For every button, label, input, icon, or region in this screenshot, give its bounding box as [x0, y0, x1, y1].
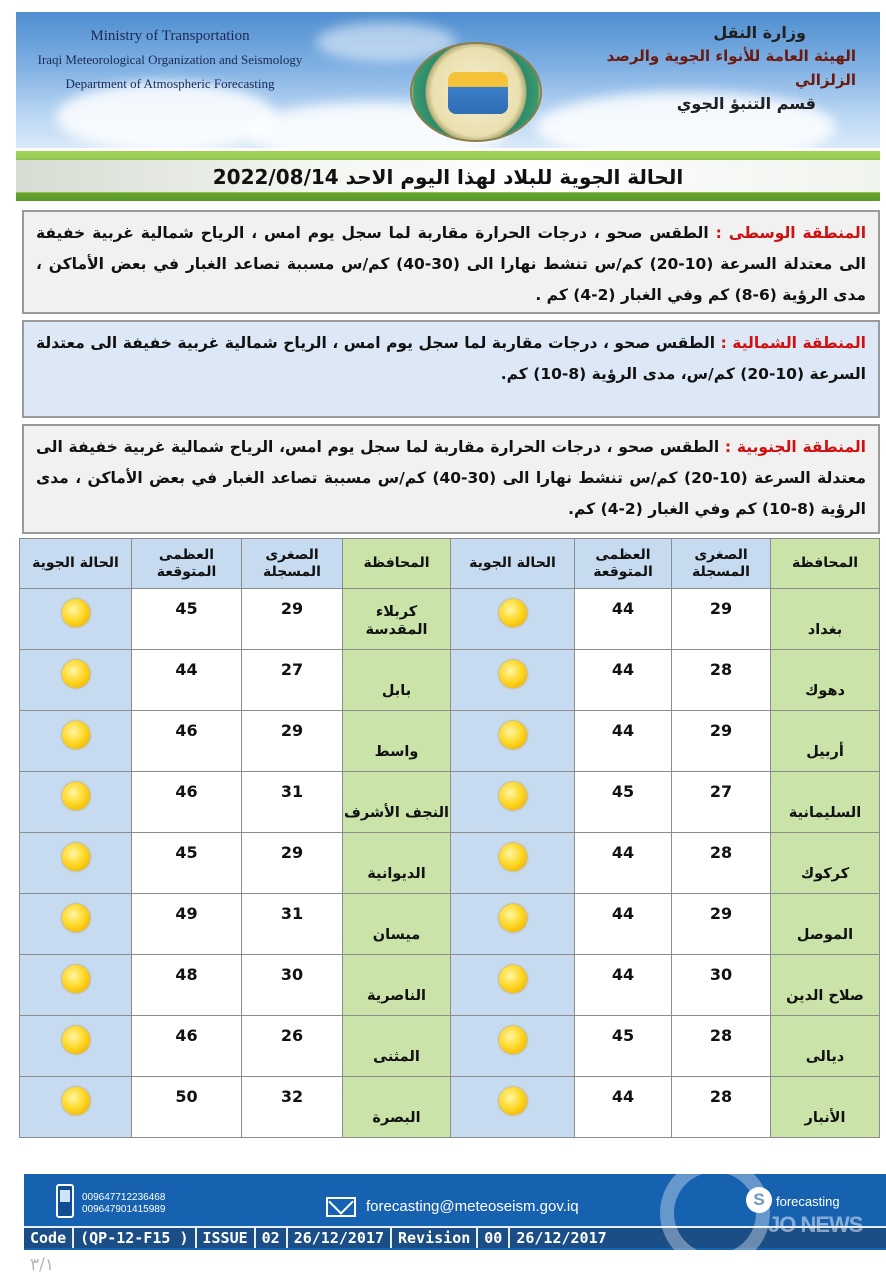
sun-icon: [499, 965, 527, 993]
issue-date: 26/12/2017: [288, 1228, 392, 1248]
min-temp-cell: 32: [242, 1077, 343, 1138]
min-temp-cell: 30: [242, 955, 343, 1016]
region-label: المنطقة الشمالية :: [720, 334, 866, 352]
sun-icon: [499, 1087, 527, 1115]
sun-icon: [62, 721, 90, 749]
title-bar: [16, 151, 880, 201]
min-temp-cell: 29: [672, 711, 771, 772]
max-temp-cell: 45: [132, 833, 242, 894]
table-row: [20, 711, 880, 772]
revision-date: 26/12/2017: [516, 1229, 607, 1247]
min-temp-cell: 28: [672, 833, 771, 894]
region-central: [22, 210, 880, 314]
revision-label: Revision: [392, 1228, 478, 1248]
header-governorate: المحافظة: [343, 539, 451, 589]
governorate-cell: النجف الأشرف: [343, 772, 451, 833]
weather-state-cell: [20, 1077, 132, 1138]
header-min-temp: الصغرى المسجلة: [242, 539, 343, 589]
organization-name-ar: الهيئة العامة للأنواء الجوية والرصد الزلزالي: [606, 47, 856, 89]
weather-state-cell: [451, 772, 575, 833]
region-text: الطقس صحو ، درجات مقاربة لما سجل يوم امس ، الرياح شمالية غربية خفيفة الى معتدلة السرعة (10-20) كم/س، مدى الرؤية (8-10) كم.: [36, 334, 866, 383]
governorate-cell: المثنى: [343, 1016, 451, 1077]
logo-emblem-icon: [448, 72, 508, 114]
header-weather-state: الحالة الجوية: [20, 539, 132, 589]
table-header-row: [20, 539, 880, 589]
min-temp-cell: 28: [672, 1016, 771, 1077]
min-temp-cell: 30: [672, 955, 771, 1016]
max-temp-cell: 45: [575, 1016, 672, 1077]
sun-icon: [499, 904, 527, 932]
table-row: [20, 1016, 880, 1077]
region-label: المنطقة الوسطى :: [715, 224, 867, 242]
governorate-cell: دهوك: [771, 650, 880, 711]
governorate-cell: واسط: [343, 711, 451, 772]
weather-state-cell: [20, 711, 132, 772]
sun-icon: [62, 904, 90, 932]
table-row: [20, 589, 880, 650]
code-label: Code: [24, 1228, 74, 1248]
weather-state-cell: [451, 650, 575, 711]
weather-state-cell: [451, 1016, 575, 1077]
weather-state-cell: [20, 894, 132, 955]
weather-state-cell: [451, 1077, 575, 1138]
weather-state-cell: [20, 589, 132, 650]
max-temp-cell: 44: [575, 650, 672, 711]
organization-name-en: Iraqi Meteorological Organization and Seismology: [37, 52, 303, 67]
ministry-name-en: Ministry of Transportation: [90, 28, 250, 44]
governorate-cell: السليمانية: [771, 772, 880, 833]
table-row: [20, 894, 880, 955]
table-row: [20, 1077, 880, 1138]
max-temp-cell: 44: [575, 833, 672, 894]
revision-value: 00: [478, 1228, 510, 1248]
max-temp-cell: 44: [575, 955, 672, 1016]
max-temp-cell: 46: [132, 1016, 242, 1077]
weather-state-cell: [451, 833, 575, 894]
max-temp-cell: 45: [132, 589, 242, 650]
arabic-letterhead: [556, 22, 856, 116]
governorate-cell: الديوانية: [343, 833, 451, 894]
code-value: (QP-12-F15 ): [74, 1228, 196, 1248]
table-row: [20, 650, 880, 711]
governorate-cell: كركوك: [771, 833, 880, 894]
sun-icon: [62, 1087, 90, 1115]
header-governorate: المحافظة: [771, 539, 880, 589]
min-temp-cell: 28: [672, 1077, 771, 1138]
max-temp-cell: 50: [132, 1077, 242, 1138]
sun-icon: [62, 843, 90, 871]
max-temp-cell: 46: [132, 772, 242, 833]
weather-state-cell: [451, 711, 575, 772]
sun-icon: [62, 599, 90, 627]
phone-icon: [56, 1184, 74, 1218]
min-temp-cell: 31: [242, 772, 343, 833]
header-max-temp: العظمى المتوقعة: [575, 539, 672, 589]
sun-icon: [499, 1026, 527, 1054]
governorate-cell: بابل: [343, 650, 451, 711]
weather-state-cell: [451, 894, 575, 955]
region-south: [22, 424, 880, 534]
max-temp-cell: 49: [132, 894, 242, 955]
governorate-cell: أربيل: [771, 711, 880, 772]
english-letterhead: [20, 24, 320, 96]
weather-state-cell: [20, 772, 132, 833]
governorate-cell: الموصل: [771, 894, 880, 955]
governorate-cell: كربلاء المقدسة: [343, 589, 451, 650]
issue-label: ISSUE: [197, 1228, 256, 1248]
forecast-table: [19, 538, 880, 1138]
sun-icon: [62, 660, 90, 688]
min-temp-cell: 29: [242, 711, 343, 772]
governorate-cell: البصرة: [343, 1077, 451, 1138]
watermark-text: JO NEWS: [768, 1212, 863, 1237]
sun-icon: [499, 599, 527, 627]
phone-numbers: [82, 1192, 165, 1216]
governorate-cell: ميسان: [343, 894, 451, 955]
table-row: [20, 772, 880, 833]
region-text: الطقس صحو ، درجات الحرارة مقاربة لما سجل يوم امس ، الرياح شمالية غربية خفيفة الى معتدلة السرعة (10-20) كم/س تنشط نهارا الى (30-40) كم/س مسببة تصاعد الغبار في بعض الأماكن ، مدى الرؤية (6-8) كم وفي الغبار (2-4) كم .: [36, 224, 866, 304]
weather-state-cell: [451, 589, 575, 650]
header-max-temp: العظمى المتوقعة: [132, 539, 242, 589]
governorate-cell: الناصرية: [343, 955, 451, 1016]
min-temp-cell: 29: [242, 833, 343, 894]
table-row: [20, 955, 880, 1016]
sun-icon: [499, 843, 527, 871]
weather-state-cell: [20, 955, 132, 1016]
min-temp-cell: 26: [242, 1016, 343, 1077]
weather-state-cell: [451, 955, 575, 1016]
governorate-cell: ديالى: [771, 1016, 880, 1077]
sun-icon: [499, 782, 527, 810]
max-temp-cell: 44: [575, 894, 672, 955]
sun-icon: [499, 660, 527, 688]
region-north: [22, 320, 880, 418]
governorate-cell: بغداد: [771, 589, 880, 650]
watermark-logo: [660, 1158, 770, 1268]
sun-icon: [62, 782, 90, 810]
min-temp-cell: 27: [672, 772, 771, 833]
table-row: [20, 833, 880, 894]
skype-icon: S: [746, 1187, 772, 1213]
bulletin-title: الحالة الجوية للبلاد لهذا اليوم الاحد 2022/08/14: [16, 159, 880, 193]
header-weather-state: الحالة الجوية: [451, 539, 575, 589]
max-temp-cell: 46: [132, 711, 242, 772]
letterhead-banner: [16, 12, 880, 148]
weather-state-cell: [20, 650, 132, 711]
max-temp-cell: 45: [575, 772, 672, 833]
max-temp-cell: 44: [575, 1077, 672, 1138]
max-temp-cell: 44: [575, 711, 672, 772]
min-temp-cell: 29: [672, 894, 771, 955]
weather-state-cell: [20, 1016, 132, 1077]
sun-icon: [62, 965, 90, 993]
max-temp-cell: 48: [132, 955, 242, 1016]
region-label: المنطقة الجنوبية :: [724, 438, 866, 456]
page-number: ٣/١: [30, 1255, 54, 1275]
email-address[interactable]: forecasting@meteoseism.gov.iq: [366, 1198, 579, 1215]
skype-handle[interactable]: forecasting: [776, 1194, 840, 1209]
mail-icon: [326, 1197, 356, 1217]
min-temp-cell: 29: [242, 589, 343, 650]
organization-logo: [410, 42, 542, 142]
region-text: الطقس صحو ، درجات الحرارة مقاربة لما سجل يوم امس، الرياح شمالية غربية خفيفة الى معتدلة السرعة (10-20) كم/س تنشط نهارا الى (30-40) كم/س مسببة تصاعد الغبار في بعض الأماكن ، مدى الرؤية (8-10) كم وفي الغبار (2-4) كم.: [36, 438, 866, 518]
governorate-cell: الأنبار: [771, 1077, 880, 1138]
phone-number: 009647712236468: [82, 1192, 166, 1203]
phone-number: 009647901415989: [82, 1204, 166, 1215]
max-temp-cell: 44: [132, 650, 242, 711]
max-temp-cell: 44: [575, 589, 672, 650]
department-name-en: Department of Atmospheric Forecasting: [65, 76, 275, 91]
ministry-name-ar: وزارة النقل: [713, 23, 806, 42]
department-name-ar: قسم التنبؤ الجوي: [676, 94, 816, 113]
min-temp-cell: 27: [242, 650, 343, 711]
min-temp-cell: 31: [242, 894, 343, 955]
min-temp-cell: 28: [672, 650, 771, 711]
issue-value: 02: [256, 1228, 288, 1248]
header-min-temp: الصغرى المسجلة: [672, 539, 771, 589]
sun-icon: [62, 1026, 90, 1054]
sun-icon: [499, 721, 527, 749]
governorate-cell: صلاح الدين: [771, 955, 880, 1016]
weather-state-cell: [20, 833, 132, 894]
min-temp-cell: 29: [672, 589, 771, 650]
